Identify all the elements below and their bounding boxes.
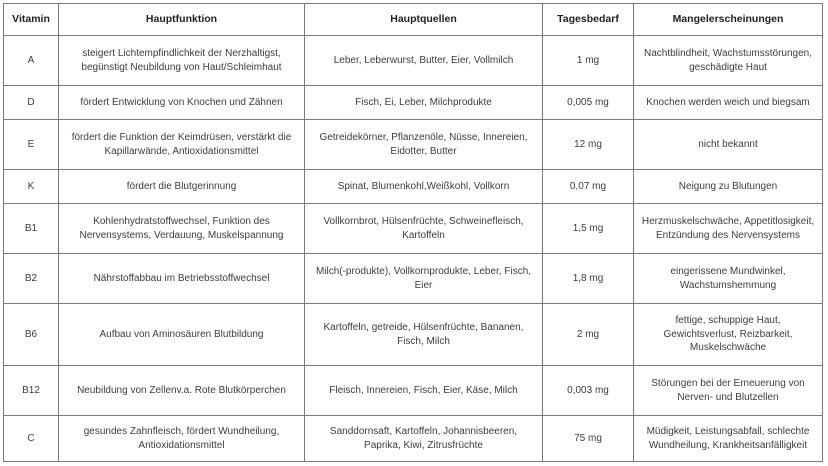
cell-vitamin: B6 xyxy=(4,304,59,366)
cell-hauptquellen: Milch(-produkte), Vollkornprodukte, Leber, Fisch, Eier xyxy=(305,254,543,304)
cell-hauptfunktion: fördert die Funktion der Keimdrüsen, verstärkt die Kapillarwände, Antioxidationsmittel xyxy=(59,120,305,170)
cell-hauptquellen: Fisch, Ei, Leber, Milchprodukte xyxy=(305,86,543,120)
table-row xyxy=(4,366,823,416)
cell-hauptfunktion: fördert Entwicklung von Knochen und Zähnen xyxy=(59,86,305,120)
cell-mangelerscheinungen: Herzmuskelschwäche, Appetitlosigkeit, Entzündung des Nervensystems xyxy=(634,204,823,254)
cell-mangelerscheinungen: Neigung zu Blutungen xyxy=(634,170,823,204)
header-tagesbedarf: Tagesbedarf xyxy=(543,4,634,36)
cell-vitamin: B12 xyxy=(4,366,59,416)
cell-vitamin: C xyxy=(4,416,59,462)
cell-tagesbedarf: 12 mg xyxy=(543,120,634,170)
cell-tagesbedarf: 0,07 mg xyxy=(543,170,634,204)
cell-mangelerscheinungen: Störungen bei der Erneuerung von Nerven- und Blutzellen xyxy=(634,366,823,416)
cell-vitamin: B1 xyxy=(4,204,59,254)
cell-hauptfunktion: Nährstoffabbau im Betriebsstoffwechsel xyxy=(59,254,305,304)
cell-mangelerscheinungen: Knochen werden weich und biegsam xyxy=(634,86,823,120)
cell-hauptquellen: Vollkornbrot, Hülsenfrüchte, Schweinefleisch, Kartoffeln xyxy=(305,204,543,254)
cell-tagesbedarf: 75 mg xyxy=(543,416,634,462)
table-row xyxy=(4,416,823,462)
cell-hauptfunktion: gesundes Zahnfleisch, fördert Wundheilung, Antioxidationsmittel xyxy=(59,416,305,462)
table-row xyxy=(4,120,823,170)
cell-hauptquellen: Kartoffeln, getreide, Hülsenfrüchte, Bananen, Fisch, Milch xyxy=(305,304,543,366)
cell-tagesbedarf: 1,8 mg xyxy=(543,254,634,304)
cell-hauptfunktion: Aufbau von Aminosäuren Blutbildung xyxy=(59,304,305,366)
header-mangelerscheinungen: Mangelerscheinungen xyxy=(634,4,823,36)
table-row xyxy=(4,204,823,254)
cell-tagesbedarf: 1,5 mg xyxy=(543,204,634,254)
table-row xyxy=(4,170,823,204)
cell-hauptfunktion: Neubildung von Zellenv.a. Rote Blutkörperchen xyxy=(59,366,305,416)
cell-hauptquellen: Getreidekörner, Pflanzenöle, Nüsse, Innereien, Eidotter, Butter xyxy=(305,120,543,170)
cell-hauptquellen: Fleisch, Innereien, Fisch, Eier, Käse, Milch xyxy=(305,366,543,416)
cell-vitamin: K xyxy=(4,170,59,204)
cell-vitamin: E xyxy=(4,120,59,170)
table-row xyxy=(4,254,823,304)
header-hauptfunktion: Hauptfunktion xyxy=(59,4,305,36)
cell-mangelerscheinungen: nicht bekannt xyxy=(634,120,823,170)
header-vitamin: Vitamin xyxy=(4,4,59,36)
vitamin-table xyxy=(3,3,823,462)
cell-mangelerscheinungen: Müdigkeit, Leistungsabfall, schlechte Wundheilung, Krankheitsanfälligkeit xyxy=(634,416,823,462)
table-row xyxy=(4,304,823,366)
cell-hauptfunktion: Kohlenhydratstoffwechsel, Funktion des Nervensystems, Verdauung, Muskelspannung xyxy=(59,204,305,254)
cell-hauptfunktion: steigert Lichtempfindlichkeit der Nerzhaltigst, begünstigt Neubildung von Haut/Schleimhaut xyxy=(59,36,305,86)
cell-hauptfunktion: fördert die Blutgerinnung xyxy=(59,170,305,204)
table-row xyxy=(4,36,823,86)
cell-tagesbedarf: 2 mg xyxy=(543,304,634,366)
cell-hauptquellen: Sanddornsaft, Kartoffeln, Johannisbeeren, Paprika, Kiwi, Zitrusfrüchte xyxy=(305,416,543,462)
cell-tagesbedarf: 0,005 mg xyxy=(543,86,634,120)
cell-mangelerscheinungen: fettige, schuppige Haut, Gewichtsverlust, Reizbarkeit, Muskelschwäche xyxy=(634,304,823,366)
cell-vitamin: B2 xyxy=(4,254,59,304)
cell-vitamin: D xyxy=(4,86,59,120)
cell-vitamin: A xyxy=(4,36,59,86)
table-header-row xyxy=(4,4,823,36)
cell-mangelerscheinungen: eingerissene Mundwinkel, Wachstumshemmung xyxy=(634,254,823,304)
table-row xyxy=(4,86,823,120)
cell-mangelerscheinungen: Nachtblindheit, Wachstumsstörungen, geschädigte Haut xyxy=(634,36,823,86)
header-hauptquellen: Hauptquellen xyxy=(305,4,543,36)
cell-tagesbedarf: 1 mg xyxy=(543,36,634,86)
cell-hauptquellen: Spinat, Blumenkohl,Weißkohl, Vollkorn xyxy=(305,170,543,204)
cell-hauptquellen: Leber, Leberwurst, Butter, Eier, Vollmilch xyxy=(305,36,543,86)
cell-tagesbedarf: 0,003 mg xyxy=(543,366,634,416)
